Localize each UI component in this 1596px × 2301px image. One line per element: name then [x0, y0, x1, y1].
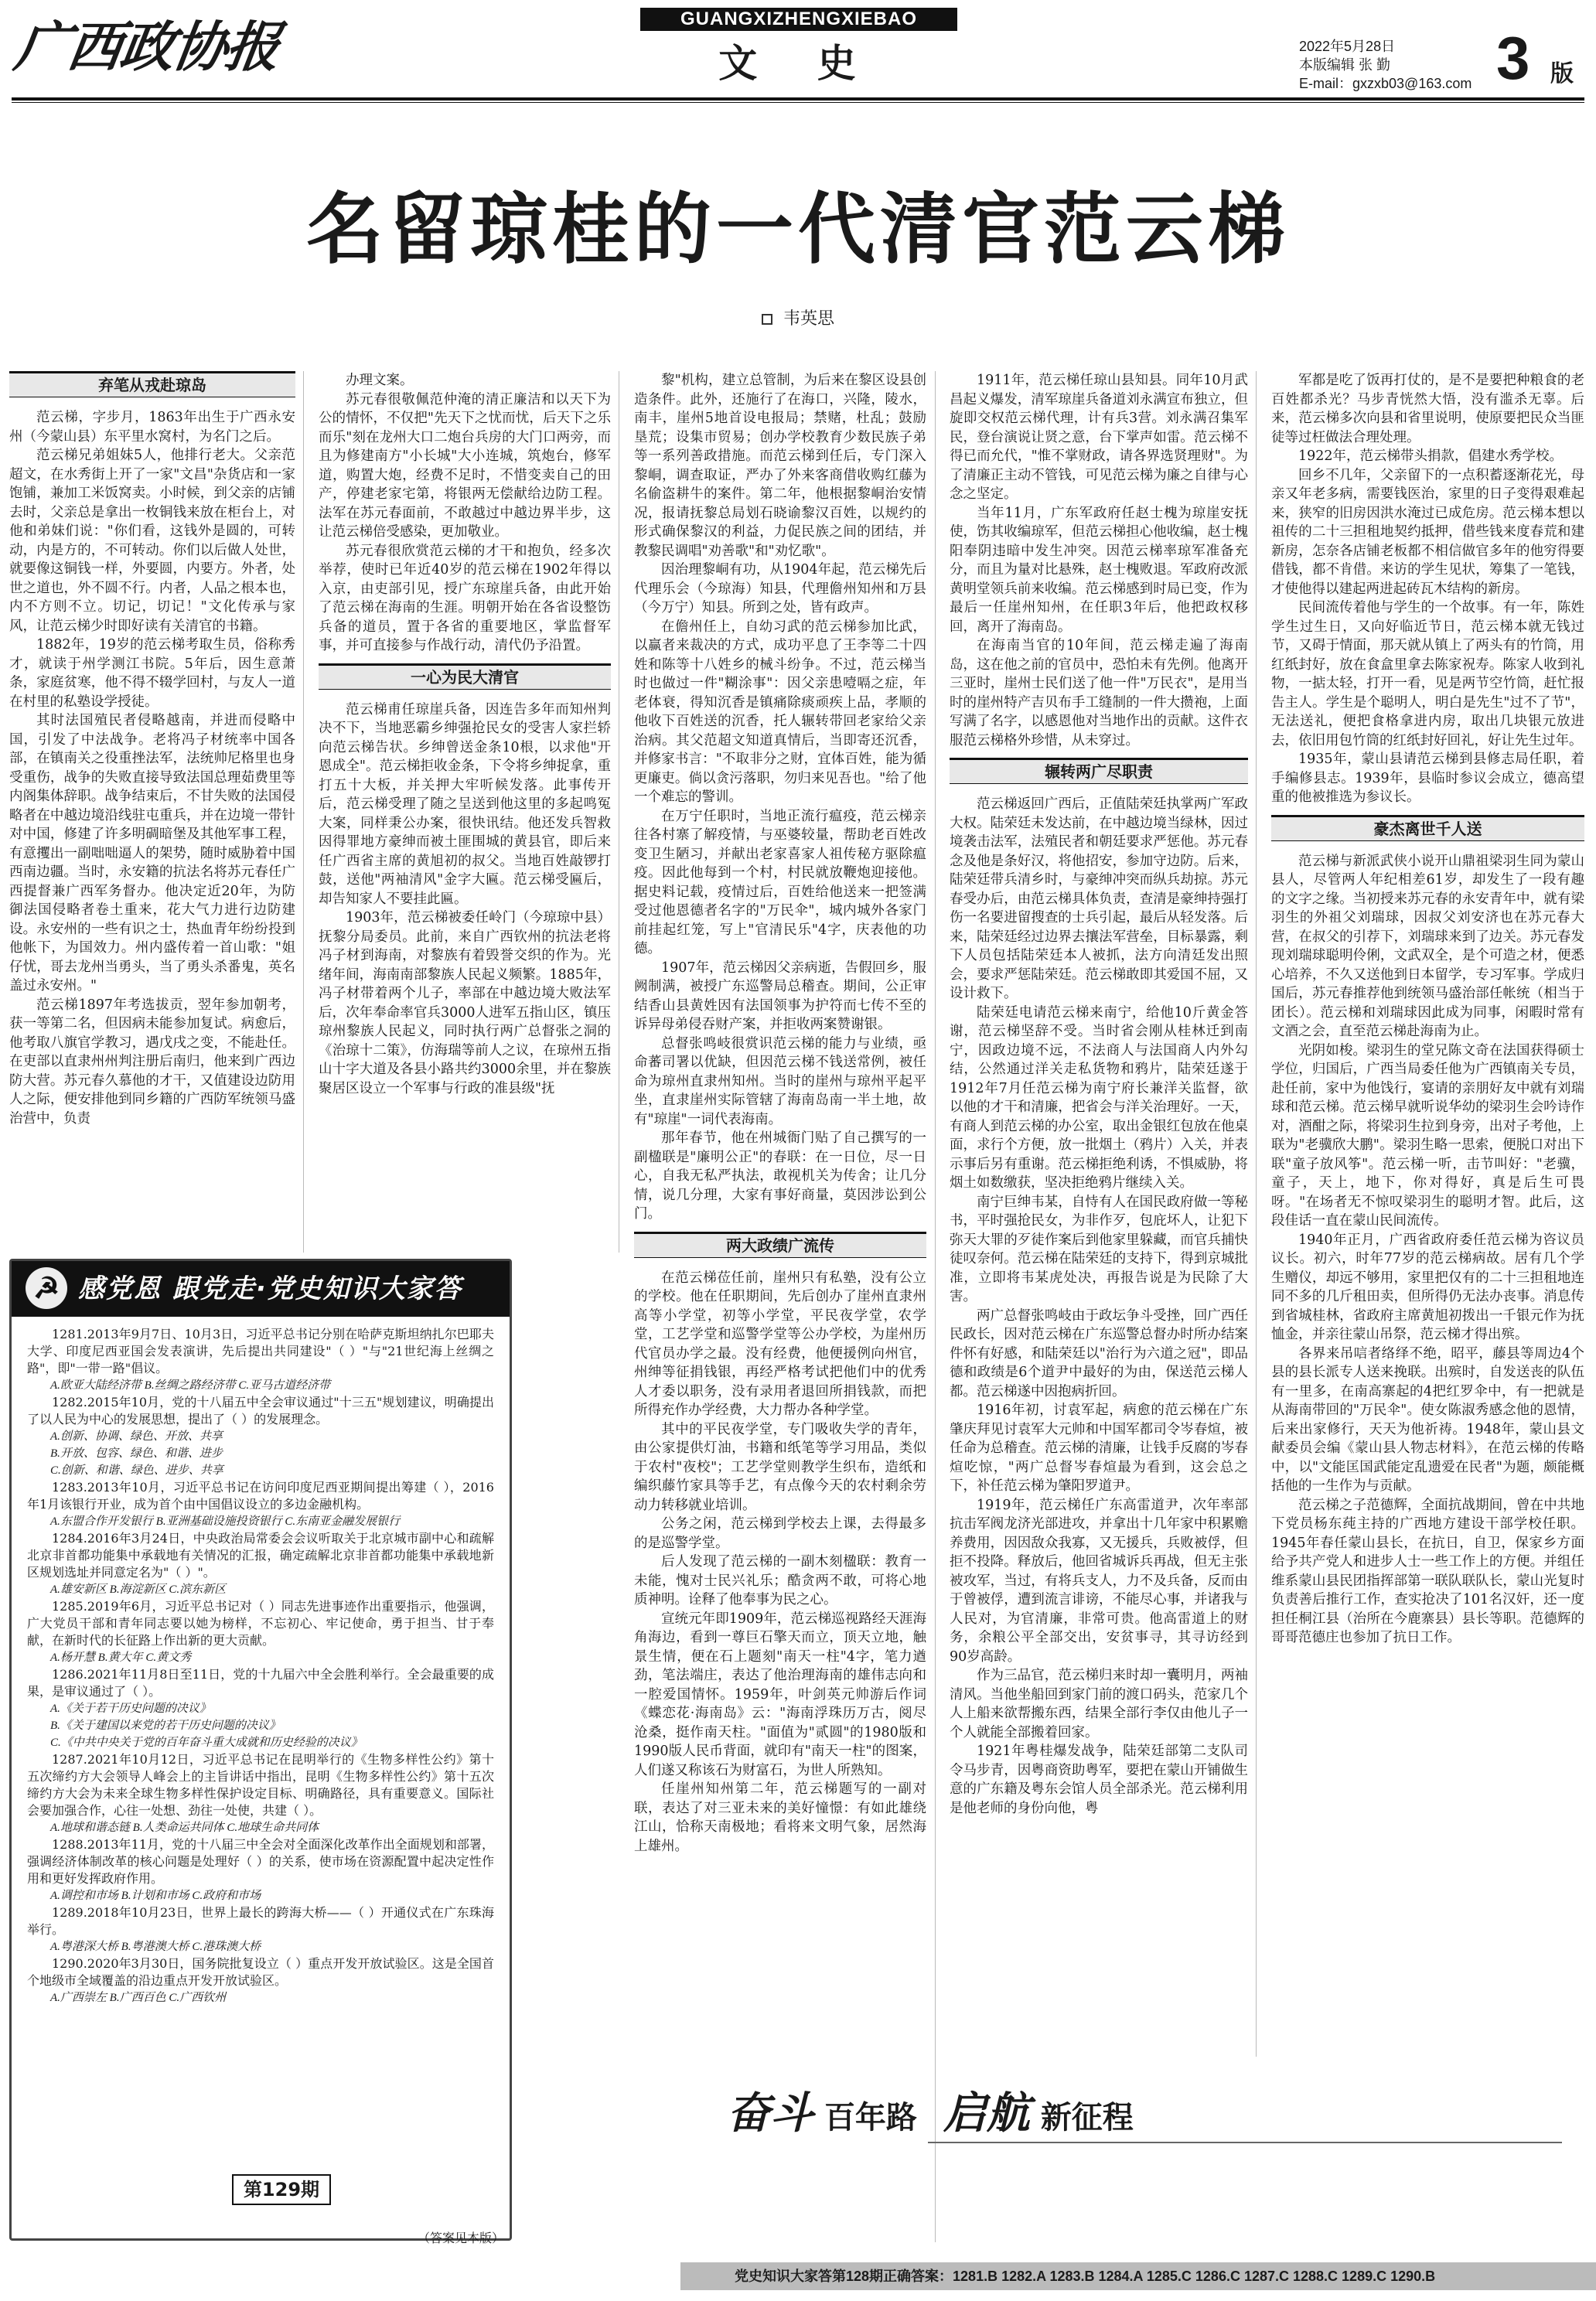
header-rule-thin	[12, 102, 1584, 103]
slogan-underline	[928, 2142, 1562, 2143]
paragraph: 范云梯1897年考选拔贡，翌年参加朝考，获一等第二名，但因病未能参加复试。病愈后，他考取八旗官学教习，遇戊戌之变，不能赴任。在吏部以直隶州州判注册后南归，他来到广西边防大营。苏元春久慕他的才干，又值建设边防用人之际，便安排他到同乡籍的广西防军统领马盛治营中，负责	[9, 997, 295, 1127]
quiz-question: 1283.2013年10月，习近平总书记在访问印度尼西亚期间提出筹建（ ），2016年1月该银行开业，成为首个由中国倡议设立的多边金融机构。	[27, 1480, 494, 1512]
quiz-option: A.欧亚大陆经济带 B.丝绸之路经济带 C.亚马古道经济带	[50, 1379, 331, 1392]
paragraph: 宣统元年即1909年，范云梯巡视路经天涯海角海边，看到一尊巨石擎天而立，顶天立地，触景生情，便在石上题刻"南天一柱"4字，笔力遒劲，笔法端庄，表达了他治理海南的雄伟志向和一腔爱国情怀。1959年，叶剑英元帅游后作词《蝶恋花·海南岛》云："海南浮珠历万古，阅尽沧桑，挺作南天柱。"面值为"贰圆"的1980版和1990版人民币背面，就印有"南天一柱"的图案，人们遂又称该石为财富石，为世人所熟知。	[634, 1611, 926, 1778]
paragraph: 光阴如梭。梁羽生的堂兄陈文奇在法国获得硕士学位，归国后，广西当局委任他为广西镇南关专员，赴任前，家中为他饯行，宴请的亲朋好友中就有刘瑞球和范云梯。范云梯早就听说华幼的梁羽生会吟诗作对，酒酣之际，将梁羽生拉到身旁，出对子考他，上联为"老骥欣大鹏"。梁羽生略一思索，便脱口对出下联"童子放风筝"。范云梯一听，击节叫好："老骥，童子，天上，地下，你对得好，真是后生可畏呀。"在场者无不惊叹梁羽生的聪明才智。此后，这段佳话一直在蒙山民间流传。	[1271, 1042, 1584, 1229]
quiz-banner	[12, 1261, 510, 1317]
quiz-question: 1281.2013年9月7日、10月3日，习近平总书记分别在哈萨克斯坦纳扎尔巴耶夫大学、印度尼西亚国会发表演讲，先后提出共同建设"（ ）"与"21世纪海上丝绸之路"，即"一带一路"倡议。	[27, 1327, 494, 1375]
column-divider	[935, 371, 936, 2242]
slogan-word: 新征程	[1040, 2099, 1134, 2136]
paragraph: 其时法国殖民者侵略越南，并进而侵略中国，引发了中法战争。老将冯子材统率中国各部，在镇南关之役重挫法军，法统帅尼格里也身受重伤，战争的失败直接导致法国总理茹费里等内阁集体辞职。战争结束后，不甘失败的法国侵略者在中越边境沿线驻屯重兵，并在边境一带针对中国，修建了许多明碉暗堡及其他军事工程，有意攫出一副咄咄逼人的架势，随时威胁着中国西南边疆。当时，永安籍的抗法名将苏元春任广西提督兼广西军务督办。他决定近20年，为防御法国侵略者卷土重来，花大气力进行边防建设。永安州的一些有识之士，热血青年纷纷投到他帐下，为国效力。州内盛传着一首山歌："姐仔忧，哥去龙州当勇头，当了勇头杀番鬼，英名盖过永安州。"	[9, 713, 295, 994]
page-unit: 版	[1550, 60, 1574, 87]
section-heading: 辗转两广尽职责	[950, 758, 1248, 784]
paragraph: 总督张鸣岐很赏识范云梯的能力与业绩，亟命蕃司署以优缺，但因范云梯不钱送常例，被任命为琼州直隶州知州。当时的崖州与琼州平起平坐，直隶崖州实际管辖了海南岛南一半土地，故有"琼崖"一词代表海南。	[634, 1035, 926, 1127]
paragraph: 1903年，范云梯被委任岭门（今琼琼中县）抚黎分局委员。此前，来自广西钦州的抗法老将冯子材到海南，对黎族有着毁誉交织的作为。光绪年间，海南南部黎族人民起义频繁。1885年，冯子材带着两个儿子，率部在中越边境大败法军后，次年奉命率官兵3000人进军五指山区，镇压琼州黎族人民起义，同时执行两广总督张之洞的《治琼十二策》，仿海瑞等前人之议，在琼州五指山十字大道及各县小路共约3000余里，并在黎族聚居区设立一个军事与行政的准县级"抚	[319, 910, 611, 1096]
paragraph: 在儋州任上，自幼习武的范云梯参加比武，以赢者来裁决的方式，成功平息了王李等二十四姓和陈等十八姓乡的械斗纷争。不过，范云梯当时也做过一件"糊涂事"：因父亲患噎嗝之症，年老体衰，得知沉香是镇痛除痰顽疾上品，孝顺的他收下百姓送的沉香，托人辗转带回老家给父亲治病。其父范超文知道真情后，当即寄还沉香，并修家书言："不取非分之财，宜体百姓，能为循更廉吏。倘以贪污落职，勿归来见吾也。"给了他一个难忘的警训。	[634, 619, 926, 805]
paragraph: 任崖州知州第二年，范云梯题写的一副对联，表达了对三亚未来的美好憧憬：有如此雄绕江山，恰称天南极地；看将来文明气象，居然海上雄州。	[634, 1781, 926, 1854]
quiz-option: A.广西崇左 B.广西百色 C.广西钦州	[50, 1992, 227, 2004]
section-heading: 两大政绩广流传	[634, 1232, 926, 1258]
article-headline: 名留琼桂的一代清官范云梯	[306, 184, 1290, 274]
paragraph: 范云梯之子范德辉，全面抗战期间，曾在中共地下党员杨东莼主持的广西地方建设干部学校任职。1945年春任蒙山县长，在抗日，自卫，保家乡方面给予共产党人和进步人士一些工作上的方便。并组任维系蒙山县民团指挥部第一联队联队长，蒙山光复时负责善后推行工作，查实抢决了101名汉奸，还一度担任桐江县（治所在今鹿寨县）县长等职。范德辉的哥哥范德庄也参加了抗日工作。	[1271, 1497, 1584, 1645]
quiz-option: A.杨开慧 B.黄大年 C.黄文秀	[50, 1652, 192, 1664]
paragraph: 1921年粤桂爆发战争，陆荣廷部第二支队司令马步青，因粤商资助粤军，要把在蒙山开铺做生意的广东籍及粤东会馆人员全部杀光。范云梯利用是他老师的身份向他，粤	[950, 1744, 1248, 1816]
section-heading: 弃笔从戎赴琼岛	[9, 371, 295, 397]
paragraph: 其中的平民夜学堂，专门吸收失学的青年，由公家提供灯油，书籍和纸笔等学习用品，类似于农村"夜校"；工艺学堂则教学生织布，造纸和编织藤竹家具等手艺，有点像今天的农村剩余劳动力转移就业培训。	[634, 1421, 926, 1513]
quiz-question: 1290.2020年3月30日，国务院批复设立（ ）重点开发开放试验区。这是全国首个地级市全域覆盖的沿边重点开发开放试验区。	[27, 1956, 494, 1988]
paragraph: 作为三品官，范云梯归来时却一囊明月，两袖清风。当他坐船回到家门前的渡口码头，范家几个人上船来欲帮搬东西，结果全部行李仅由他儿子一个人就能全部搬着回家。	[950, 1668, 1248, 1740]
paragraph: 陆荣廷电请范云梯来南宁，给他10斤黄金答谢，范云梯坚辞不受。当时省会刚从桂林迁到南宁，因政边境不远，不法商人与法国商人内外勾结，公然通过洋关走私货物和鸦片，陆荣廷遂于1912年7月任范云梯为南宁府长兼洋关监督，欲以他的才干和清廉，把省会与洋关治理好。一天，有商人到范云梯的办公室，取出金银红包放在他桌面，求行个方便，放一批烟土（鸦片）入关，并表示事后另有重谢。范云梯拒绝利诱，不惧威胁，将烟土如数缴获，坚决拒绝鸦片继续入关。	[950, 1004, 1248, 1191]
paragraph: 1916年初，讨袁军起，病愈的范云梯在广东肇庆拜见讨袁军大元帅和中国军都司令岑春煊，被任命为总稽查。范云梯的清廉，让钱手反腐的岑春煊吃惊，"两广总督岑春煊最为看到，这会总之下，补任范云梯为肇阳罗道尹。	[950, 1403, 1248, 1494]
paragraph: 民间流传着他与学生的一个故事。有一年，陈姓学生过生日，又向好临近节日，范云梯本就无钱过节，又碍于情面，那天就从镇上了两头有的竹筒，用红纸封好，放在食盒里拿去陈家祝寿。陈家人收到礼物，一掂太轻，打开一看，见是两节空竹筒，赶忙报告主人。学生是个聪明人，明白是先生"过不了节"，无法送礼，便把食格拿进内房，取出几块银元放进去，依旧用包竹筒的红纸封好回礼，好让先生过年。	[1271, 600, 1584, 748]
paragraph: 各界来吊唁者络绎不绝，昭平，藤县等周边4个县的县长派专人送来挽联。出殡时，自发送丧的队伍有一里多，在南高寨起的4把红罗伞中，有一把就是从海南带回的"万民伞"。使女陈淑秀感念他的恩情，后来出家修行，天天为他祈祷。1948年，蒙山县文献委员会编《蒙山县人物志材料》，在范云梯的传略中，以"文能匡国武能定乱遗爱在民者"为题，颇能概括他的一生作为与贡献。	[1271, 1345, 1584, 1494]
masthead-pinyin: GUANGXIZHENGXIEBAO	[640, 8, 957, 31]
column-divider	[1256, 371, 1257, 2057]
paragraph: 1922年，范云梯带头捐款，倡建水秀学校。	[1298, 448, 1564, 464]
quiz-question: 1285.2019年6月，习近平总书记对（ ）同志先进事迹作出重要指示，他强调，广大党员干部和青年同志要以她为榜样，不忘初心、牢记使命，勇于担当、甘于奉献，在新时代的长征路上作出新的更大贡献。	[27, 1599, 494, 1648]
paragraph: 1919年，范云梯任广东高雷道尹，次年率部抗击军阀龙济光部进攻，并拿出十几年家中积累赡养费用，因因敌众我寡，又无援兵，兵败被俘，但拒不投降。释放后，他回省城诉兵再战，但无主张被攻军，当过，有将兵支人，力不及兵备，反而由于曾被俘，遭到流言诽谤，不能尽心事，并诸我与人民对，为官清廉，非常可贵。他高雷道上的财务，余粮公平全部交出，安贫事寻，其寻访经到90岁高龄。	[950, 1497, 1248, 1665]
paragraph: 苏元春很欣赏范云梯的才干和抱负，经多次举荐，使时已年近40岁的范云梯在1902年得以入京，由吏部引见，授广东琼崖兵备，由此开始了范云梯在海南的生涯。明朝开始在各省设整饬兵备的道员，置于各省的重要地区，掌监督军事，并可直接参与作战行动，清代仍予沿置。	[319, 543, 611, 653]
column-divider	[303, 371, 304, 1253]
header-rule	[12, 97, 1584, 101]
quiz-question: 1286.2021年11月8日至11日，党的十九届六中全会胜利举行。全会最重要的成果，是审议通过了（ ）。	[27, 1667, 494, 1699]
article-column-1	[9, 363, 295, 1253]
paragraph: 当年11月，广东军政府任赵士槐为琼崖安抚使，饬其收编琼军，但范云梯担心他收编，赵士槐阳奉阴违暗中发生冲突。因范云梯率琼军准备充分，而且为量对比悬殊，赵士槐败退。军政府改派黄明堂领兵前来收编。范云梯感到时局已变，作为最后一任崖州知州，在任职3年后，他把政权移回，离开了海南岛。	[950, 505, 1248, 635]
quiz-question: 1282.2015年10月，党的十八届五中全会审议通过"十三五"规划建议，明确提出了以人民为中心的发展思想，提出了（ ）的发展理念。	[27, 1395, 494, 1427]
paragraph: 黎"机构，建立总管制，为后来在黎区设县创造条件。此外，还施行了在海口，兴隆，陵水，南丰，崖州5地首设电报局；禁赌，杜乱；鼓励垦荒；设集市贸易；创办学校教育少数民族子弟等一系列善政措施。而范云梯到任后，专门深入黎峒，调查取证，严办了外来客商借收购红藤为名偷盗耕牛的案件。第二年，他根据黎峒治安情况，报请抚黎总局划石晓谕黎汉百姓，以规约的形式确保黎汉的利益，力促民族之间的团结，并教黎民调唱"劝善歌"和"劝忆歌"。	[634, 373, 926, 559]
quiz-question: 1289.2018年10月23日，世界上最长的跨海大桥——（ ）开通仪式在广东珠海举行。	[27, 1905, 494, 1937]
article-column-5	[1271, 371, 1584, 2057]
paragraph: 范云梯兄弟姐妹5人，他排行老大。父亲范超文，在水秀街上开了一家"文昌"杂货店和一家饱铺，兼加工米饭窝卖。小时候，到父亲的店铺去时，父亲总是拿出一枚铜钱来放在柜台上，对他和弟妹们说："你们看，这钱外是圆的，可转动，内是方的，不可转动。你们以后做人处世，就要像这铜钱一样，外要圆，内要方。外者，处世之道也，外不圆不行。内者，人品之根本也，内不方则不立。切记，切记！"文化传承与家风，让范云梯少时即好读有关清官的书籍。	[9, 448, 295, 634]
quiz-option: A.地球和谐态链 B.人类命运共同体 C.地球生命共同体	[50, 1822, 319, 1834]
paragraph: 1911年，范云梯任琼山县知县。同年10月武昌起义爆发，清军琼崖兵备道刘永满宣布独立，但旋即交权范云梯代理，计有兵3营。刘永满召集军民，登台演说让贤之意，台下掌声如雷。范云梯不得已而允代，"惟不掌财政，请各界选贤理财"。为了清廉正主动不管钱，可见范云梯为廉之自律与心念之坚定。	[950, 373, 1248, 502]
article-column-2	[319, 371, 611, 1253]
article-column-3	[634, 371, 926, 2235]
slogan-word: 启航	[943, 2088, 1030, 2139]
quiz-option: B.开放、包容、绿色、和谐、进步	[50, 1447, 223, 1460]
paragraph: 在范云梯莅任前，崖州只有私塾，没有公立的学校。他在任职期间，先后创办了崖州直隶州高等小学堂，初等小学堂，平民夜学堂，农学堂，工艺学堂和巡警学堂等公办学校，为崖州历代官员办学之最。没有经费，他便援例向州官，州绅等征捐钱银，再经严格考试把他们中的优秀人才委以职务，没有录用者退回所捐钱款，而把所得充作办学经费，大力帮办各种学堂。	[634, 1270, 926, 1418]
issue-date: 2022年5月28日	[1299, 39, 1396, 54]
quiz-option: B.《关于建国以来党的若干历史问题的决议》	[50, 1720, 281, 1732]
quiz-option: A.创新、协调、绿色、开放、共享	[50, 1430, 223, 1443]
quiz-option: A.调控和市场 B.计划和市场 C.政府和市场	[50, 1890, 261, 1902]
quiz-option: C.《中共中央关于党的百年奋斗重大成就和历史经验的决议》	[50, 1737, 363, 1749]
square-bullet-icon	[762, 314, 772, 325]
slogan-word: 百年路	[824, 2099, 917, 2136]
paragraph: 1940年正月，广西省政府委任范云梯为咨议员议长。初六，时年77岁的范云梯病故。居有几个学生赠仪，却远不够用，家里把仅有的二十三担租地连同不多的几斤租田卖，但所得仍无法办丧事。消息传到省城桂林，省政府主席黄旭初拨出一千银元作为抚恤金，并亲往蒙山吊祭，范云梯才得出殡。	[1271, 1232, 1584, 1342]
quiz-option: A.粤港深大桥 B.粤港澳大桥 C.港珠澳大桥	[50, 1941, 261, 1953]
paragraph: 范云梯返回广西后，正值陆荣廷执掌两广军政大权。陆荣廷未发达前，在中越边境当绿林，因过境袭击法军，法殖民者和朝廷要求严惩他。苏元春念及他是条好汉，将他招安，参加守边防。后来，陆荣廷带兵清乡时，与豪绅冲突而纵兵劫掠。苏元春受办后，由范云梯具体负责，查清是豪绅持强打伤一名要进留搜查的士兵引起，最后从轻发落。后来，陆荣廷经过边界去攘法军营垒，目标暴露，剩下人员包括陆荣廷本人被抓，法方向清廷发出照会，要求严惩陆荣廷。范云梯敢即其爱国不屈，又设计救下。	[950, 796, 1248, 1001]
section-heading: 一心为民大清官	[319, 663, 611, 690]
paragraph: 两广总督张鸣岐由于政坛争斗受挫，回广西任民政长，因对范云梯在广东巡警总督办时所办结案件怀有好感，和陆荣廷以"治行为六道之冠"，即品德和政绩是6个道尹中最好的为由，保送范云梯人都。范云梯遂中因抱病折回。	[950, 1307, 1248, 1399]
paragraph: 军都是吃了饭再打仗的，是不是要把种粮食的老百姓都杀光？马步青恍然大悟，没有滥杀无辜。后来，范云梯多次向县和省里说明，使原要把民众当匪徒等过枉做法合理处理。	[1271, 373, 1584, 445]
header-info	[1299, 37, 1485, 93]
paragraph: 后人发现了范云梯的一副木刻楹联：教育一未能，愧对士民兴礼乐；酷贪两不敢，可将心地质神明。诠释了他奉事为民之心。	[634, 1554, 926, 1607]
slogan-word: 奋斗	[727, 2088, 813, 2139]
footer-answers: 党史知识大家答第128期正确答案：1281.B 1282.A 1283.B 1284.A 1285.C 1286.C 1287.C 1288.C 1289.C 1290.B	[680, 2262, 1596, 2290]
party-emblem-icon: ☭	[26, 1267, 67, 1309]
paragraph: 公务之闲，范云梯到学校去上课，去得最多的是巡警学堂。	[634, 1516, 926, 1551]
section-heading: 豪杰离世千人送	[1271, 815, 1584, 841]
quiz-option: A.《关于若干历史问题的决议》	[50, 1703, 211, 1715]
paragraph: 1882年，19岁的范云梯考取生员，俗称秀才，就读于州学测江书院。5年后，因生意萧条，家庭贫寒，他不得不辍学回村，与友人一道在村里的私塾设学授徒。	[9, 637, 295, 710]
paragraph: 在万宁任职时，当地正流行瘟疫，范云梯亲往各村寨了解疫情，与巫婆较量，帮助老百姓改变卫生陋习，并献出老家喜家人祖传秘方驱除瘟疫。因此他每到一个村，村民就放鞭炮迎接他。据史料记载，疫情过后，百姓给他送来一把签满受过他恩德者名字的"万民伞"，城内城外各家门前挂起红笼，写上"官清民乐"4字，庆表他的功德。	[634, 808, 926, 956]
page-editor: 本版编辑 张 勤	[1299, 57, 1391, 73]
quiz-question: 1284.2016年3月24日，中央政治局常委会会议听取关于北京城市副中心和疏解北京非首都功能集中承载地有关情况的汇报，确定疏解北京非首都功能集中承载地新区规划选址并同意定名为"（ ）"。	[27, 1531, 494, 1580]
paragraph: 在海南当官的10年间，范云梯走遍了海南岛，这在他之前的官员中，恐怕未有先例。他离开三亚时，崖州士民们送了他一件"万民衣"，是用当时的崖州特产吉贝布手工缝制的一件大攒袍，上面写满了名字，以感恩他对当地作出的贡献。这件衣服范云梯格外珍惜，从未穿过。	[950, 638, 1248, 748]
quiz-banner-title: 感党恩 跟党走·党史知识大家答	[78, 1273, 462, 1304]
quiz-list	[27, 1326, 494, 2169]
paragraph: 那年春节，他在州城衙门贴了自己撰写的一副楹联是"廉明公正"的春联：在一日位，尽一日心，自我无私严执法，敢视机关为传舍；让几分情，说几分理，大家有事好商量，莫因涉讼到公门。	[634, 1130, 926, 1222]
paragraph: 因治理黎峒有功，从1904年起，范云梯先后代理乐会（今琼海）知县，代理儋州知州和万县（今万宁）知县。所到之处，皆有政声。	[634, 562, 926, 615]
paragraph: 范云梯与新派武侠小说开山鼎祖梁羽生同为蒙山县人，尽管两人年纪相差61岁，却发生了一段有趣的文字之缘。当初授来苏元春的永安青年中，就有梁羽生的外祖父刘瑞球，因叔父刘安济也在苏元春大营，在叔父的引荐下，刘瑞球来到了边关。苏元春发现刘瑞球聪明伶俐，文武双全，是个可造之材，便悉心培养，不久又送他到日本留学，专习军事。学成归国后，苏元春推荐他到统领马盛治部任帐统（相当于团长）。范云梯和刘瑞球因此成为同事，闲暇时常有文酒之会，直至范云梯赴海南为止。	[1271, 853, 1584, 1039]
quiz-option: A.东盟合作开发银行 B.亚洲基础设施投资银行 C.东南亚金融发展银行	[50, 1515, 401, 1528]
masthead-logo: 广西政协报	[11, 15, 283, 79]
section-title: 文 史	[718, 40, 879, 86]
quiz-issue-tag: 第129期	[232, 2174, 331, 2205]
quiz-question: 1288.2013年11月，党的十八届三中全会对全面深化改革作出全面规划和部署，强调经济体制改革的核心问题是处理好（ ）的关系，使市场在资源配置中起决定性作用和更好发挥政府作用。	[27, 1837, 494, 1886]
slogan	[727, 2081, 1585, 2145]
paragraph: 办理文案。	[346, 373, 414, 388]
editor-email: E-mail：gxzxb03@163.com	[1299, 76, 1472, 91]
quiz-question: 1287.2021年10月12日，习近平总书记在昆明举行的《生物多样性公约》第十五次缔约方大会领导人峰会上的主旨讲话中指出，昆明《生物多样性公约》第十五次缔约方大会为未来全球生物多样性保护设定目标、明确路径，具有重要意义。国际社会要加强合作，心往一处想、劲往一处使，共建（ ）。	[27, 1752, 494, 1818]
paragraph: 1907年，范云梯因父亲病逝，告假回乡，服阙制满，被授广东巡警局总稽查。期间，公正审结香山县黄姓因有法国领事为护符而七传不至的诉异母弟侵吞财产案，并拒收两案赞谢银。	[634, 960, 926, 1032]
paragraph: 回乡不几年，父亲留下的一点积蓄逐渐花光，母亲又年老多病，需要钱医治，家里的日子变得艰难起来，狭窄的旧房因洪水淹过已成危房。范云梯本想以祖传的二十三担租地契约抵押，借些钱来度春荒和建新房，怎奈各店铺老板都不相信做官多年的他穷得要借钱，都不肯借。来访的学生见状，筹集了一笔钱，才使他得以建起两进起砖瓦木结构的新房。	[1271, 467, 1584, 597]
answer-note: （答案见本版）	[418, 2232, 505, 2245]
author-name: 韦英思	[783, 309, 834, 328]
quiz-option: A.雄安新区 B.海淀新区 C.滨东新区	[50, 1583, 227, 1596]
paragraph: 范云梯甫任琼崖兵备，因连告多年而知州判决不下，当地恶霸乡绅强抢民女的受害人家拦轿向范云梯告状。乡绅曾送金条10根，以求他"开恩成全"。范云梯拒收金条，下令将乡绅捉拿，重打五十大板，并关押大牢听候发落。此事传开后，范云梯受理了随之呈送到他这里的多起鸣冤大案，同样秉公办案，很快讯结。他还发兵智救因得罪地方豪绅而被土匪围城的黄县官，即后来任广西省主席的黄旭初的叔父。当地百姓敲锣打鼓，送他"两袖清风"金字大匾。范云梯受匾后，却告知家人不要挂此匾。	[319, 701, 611, 907]
paragraph: 苏元春很敬佩范仲淹的清正廉洁和以天下为公的情怀，不仅把"先天下之忧而忧，后天下之乐而乐"刻在龙州大口二炮台兵房的大门口两旁，而且为修建南方"小长城"大小连城，筑炮台，修军道，购置大炮，经费不足时，不惜变卖自己的田产，停建老家宅第，将银两无偿献给边防工程。法军在苏元春面前，不敢越过中越边界半步，这让范云梯倍受感染，更加敬业。	[319, 391, 611, 540]
quiz-box	[9, 1259, 512, 2241]
paragraph: 1935年，蒙山县请范云梯到县修志局任职，着手编修县志。1939年，县临时参议会成立，德高望重的他被推选为参议长。	[1271, 752, 1584, 805]
article-author	[0, 305, 1596, 329]
quiz-option: C.创新、和谐、绿色、进步、共享	[50, 1464, 223, 1477]
paragraph: 范云梯，字步月，1863年出生于广西永安州（今蒙山县）东平里水窝村，为名门之后。	[9, 410, 295, 445]
page-number: 3	[1496, 24, 1530, 92]
article-column-4	[950, 371, 1248, 2057]
paragraph: 南宁巨绅韦某，自恃有人在国民政府做一等秘书，平时强抢民女，为非作歹，包庇坏人，让犯下弥天大罪的歹徒作案后到他家里躲藏，而官兵捕快徒叹奈何。范云梯在陆荣廷的支持下，得到京城批准，立即将韦某虎处决，再报告说是为民除了大害。	[950, 1194, 1248, 1304]
